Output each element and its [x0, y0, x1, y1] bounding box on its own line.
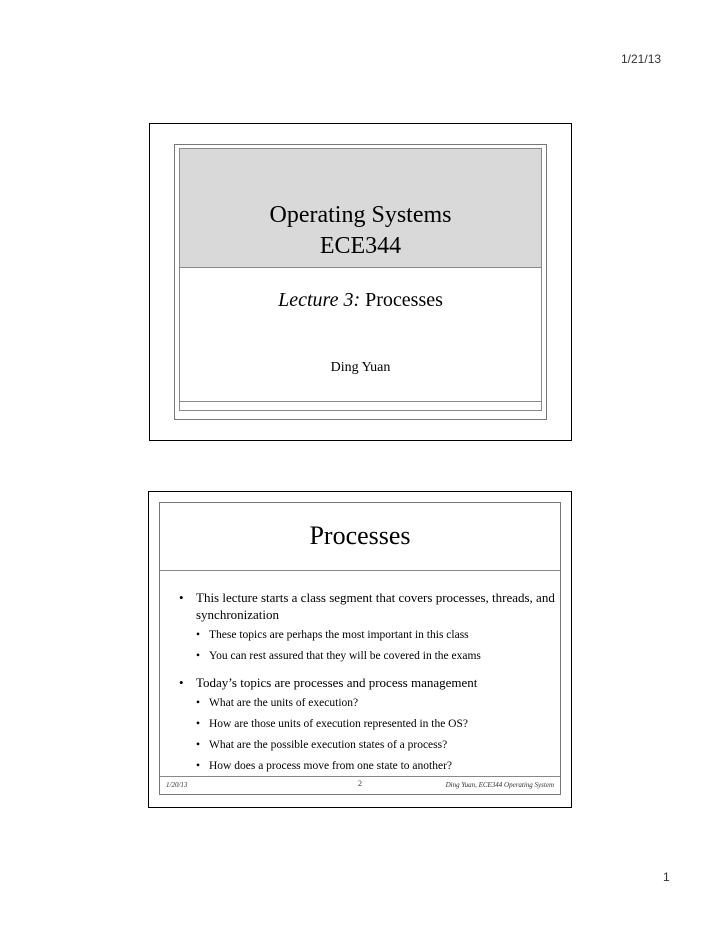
- sub-bullet-item: • How are those units of execution represented in the OS?: [176, 717, 556, 732]
- sub-bullet-item: • What are the possible execution states of a process?: [176, 738, 556, 753]
- footer-slide-number: 2: [358, 779, 362, 788]
- slide-1-bottom-divider: [180, 401, 541, 402]
- slide-1-border: [174, 144, 547, 420]
- page-header-date: 1/21/13: [621, 52, 662, 66]
- slide-2-content: [159, 502, 561, 795]
- slide-2-footer: [160, 776, 560, 794]
- sub-bullet-item: • How does a process move from one state to another?: [176, 759, 556, 774]
- slide-1-author: Ding Yuan: [330, 360, 391, 375]
- slide-1-title-band: [180, 149, 541, 268]
- slide-1-subtitle: [180, 289, 541, 312]
- slide-1-title-line-1: Operating Systems: [269, 202, 452, 228]
- lecture-topic: Processes: [365, 289, 443, 311]
- slide-1-title-line-2: ECE344: [319, 233, 402, 259]
- bullet-item: • This lecture starts a class segment that covers processes, threads, and synchronization: [176, 589, 556, 623]
- slide-2-thumbnail: [148, 491, 572, 808]
- bullet-item: • Today’s topics are processes and process management: [176, 674, 556, 691]
- footer-date: 1/20/13: [166, 781, 188, 789]
- sub-bullet-item: • You can rest assured that they will be covered in the exams: [176, 649, 556, 664]
- slide-1-thumbnail: [149, 123, 572, 441]
- slide-2-title-box: [160, 503, 560, 571]
- page-number: 1: [663, 870, 670, 884]
- sub-bullet-item: • What are the units of execution?: [176, 696, 556, 711]
- sub-bullet-item: • These topics are perhaps the most important in this class: [176, 628, 556, 643]
- slide-1-content: [179, 148, 542, 411]
- slide-1-title: [180, 200, 541, 262]
- lecture-number: Lecture 3:: [278, 289, 361, 311]
- slide-2-title: Processes: [309, 521, 411, 550]
- slide-2-bullet-list: [176, 589, 556, 780]
- footer-course: Ding Yuan, ECE344 Operating System: [445, 781, 554, 789]
